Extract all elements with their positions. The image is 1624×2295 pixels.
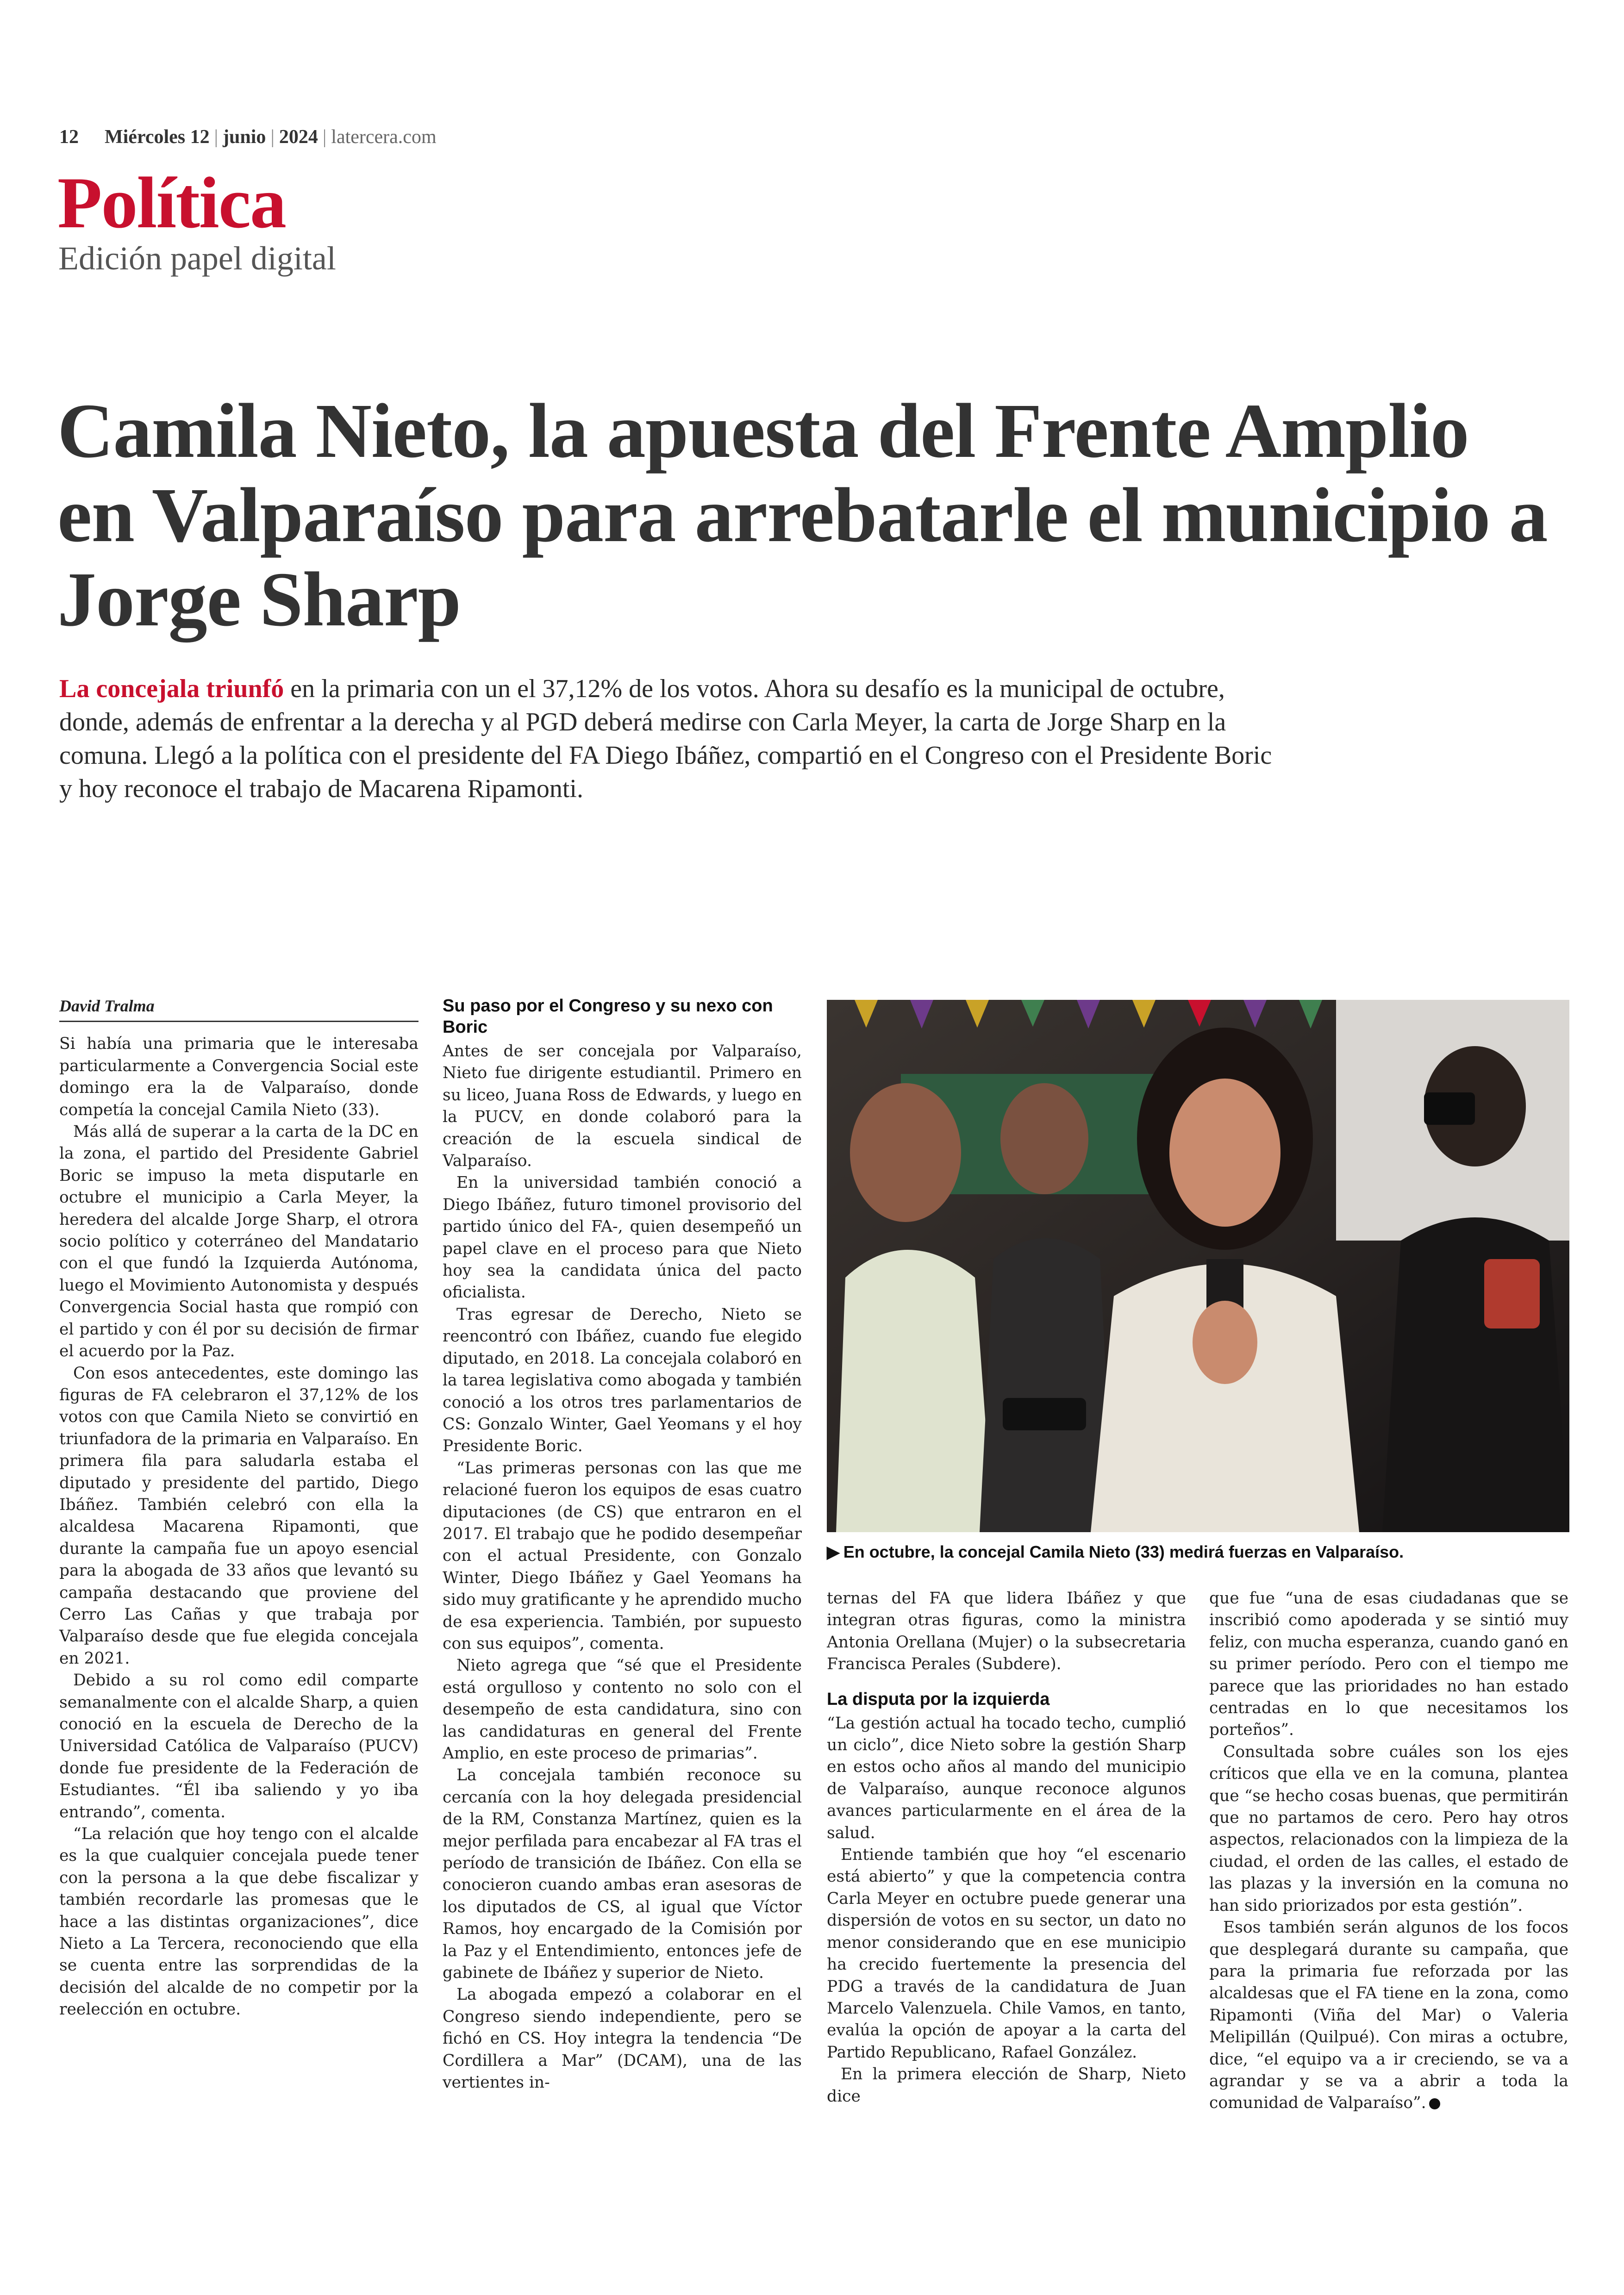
column-3 [827, 1588, 1186, 2108]
edition-label: Edición papel digital [58, 240, 336, 277]
final-paragraph-text: Esos también serán algunos de los focos que desplegará durante su campaña, que para la primaria fue reforzada por las alcaldesas que el FA tiene en la zona, como Ripamonti (Viña del Mar) o Valeria Melipillán (Quilpué). Con miras a octubre, dice, “el equipo va a ir creciendo, se va a agrandar y se va a abrir a toda la comunidad de Valparaíso”. [1209, 1918, 1568, 2113]
subhead-congreso: Su paso por el Congreso y su nexo con Boric [443, 996, 773, 1037]
column-2 [443, 995, 802, 2094]
paragraph: “Las primeras personas con las que me relacioné fueron los equipos de esas cuatro diputaciones (de CS) que entraron en el 2017. El trabajo que he podido desempeñar con el actual Presidente, con Gonzalo Winter, Diego Ibáñez y Gael Yeomans ha sido muy gratificante y he aprendido mucho de esa experiencia. También, por supuesto con sus equipos”, comenta. [443, 1459, 802, 1653]
paragraph: Más allá de superar a la carta de la DC en la zona, el partido del Presidente Gabriel Boric se impuso la meta disputarle en octubre el municipio a Carla Meyer, la heredera del alcalde Jorge Sharp, el otrora socio político y coterráneo del Mandatario con el que fundó la Izquierda Autónoma, luego el Movimiento Autonomista y después Convergencia Social hasta que rompió con el partido y con él por su decisión de firmar el acuerdo por la Paz. [59, 1123, 418, 1361]
folio-month: junio [223, 126, 266, 148]
paragraph: La abogada empezó a colaborar en el Congreso siendo independiente, pero se fichó en CS. Hoy integra la tendencia “De Cordillera a Mar” (DCAM), una de las vertientes in- [443, 1985, 802, 2092]
headline: Camila Nieto, la apuesta del Frente Amplio en Valparaíso para arrebatarle el municipio a Jorge Sharp [57, 388, 1548, 642]
site-link[interactable]: latercera.com [331, 126, 437, 148]
byline: David Tralma [59, 995, 418, 1022]
end-mark-icon [1429, 2098, 1440, 2109]
paragraph: Consultada sobre cuáles son los ejes críticos que ella ve en la comuna, plantea que “se hecho cosas buenas, que permitirán que no partamos de cero. Pero hay otros aspectos, relacionados con la limpieza de la ciudad, el orden de las calles, el estado de las plazas y la inversión en la comuna no han sido priorizados por esta gestión”. [1209, 1742, 1568, 1915]
caption-arrow-icon: ▶ [827, 1542, 840, 1561]
column-4 [1209, 1588, 1568, 2114]
page-number: 12 [59, 126, 79, 148]
paragraph: “La relación que hoy tengo con el alcalde es la que cualquier concejala puede tener con la persona a la que debe fiscalizar y también recordarle las promesas que le hace a las distintas organizaciones”, dice Nieto a La Tercera, reconociendo que ella se cuenta entre las sorprendidas de la decisión del alcalde de no competir por la reelección en octubre. [59, 1825, 418, 2019]
paragraph: En la universidad también conoció a Diego Ibáñez, futuro timonel provisorio del partido único del FA-, quien desempeñó un papel clave en el proceso para que Nieto hoy sea la candidata única del pacto oficialista. [443, 1173, 802, 1302]
paragraph-continued: que fue “una de esas ciudadanas que se inscribió como apoderada y se sintió muy feliz, con mucha esperanza, cuando ganó en su primer período. Pero con el tiempo me parece que las prioridades no han estado centradas en lo que necesitamos los porteños”. [1209, 1589, 1568, 1740]
dek-rest: en la primaria con un el 37,12% de los votos. Ahora su desafío es la municipal de octubre, donde, además de enfrentar a la derecha y al PGD deberá medirse con Carla Meyer, la carta de Jorge Sharp en la comuna. Llegó a la política con el presidente del FA Diego Ibáñez, compartió en el Congreso con el Presidente Boric y hoy reconoce el trabajo de Macarena Ripamonti. [59, 674, 1272, 803]
dek [59, 672, 1281, 805]
photo-caption [827, 1542, 1569, 1562]
paragraph: Entiende también que hoy “el escenario está abierto” y que la competencia contra Carla Meyer en octubre puede generar una dispersión de votos en su sector, un dato no menor considerando que en ese municipio ha crecido fuertemente la presencia del PDG a través de la candidatura de Juan Marcelo Valenzuela. Chile Vamos, en tanto, evalúa la opción de apoyar a la carta del Partido Republicano, Rafael González. [827, 1846, 1186, 2062]
folio-year: 2024 [279, 126, 318, 148]
paragraph: Debido a su rol como edil comparte semanalmente con el alcalde Sharp, a quien conoció en la escuela de Derecho de la Universidad Católica de Valparaíso (PUCV) donde fue presidente de la Federación de Estudiantes. “Él iba saliendo y yo iba entrando”, comenta. [59, 1671, 418, 1821]
folio: 12 Miércoles 12 | junio | 2024 | latercera.com [59, 126, 437, 148]
paragraph: Antes de ser concejala por Valparaíso, Nieto fue dirigente estudiantil. Primero en su liceo, Juana Ross de Edwards, y luego en la PUCV, en donde colaboró para la creación de la escuela sindical de Valparaíso. [443, 1042, 802, 1171]
paragraph: La concejala también reconoce su cercanía con la hoy delegada presidencial de la RM, Constanza Martínez, quien es la mejor perfilada para encabezar al FA tras el período de transición de Ibáñez. Con ella se conocieron cuando ambas eran asesoras de los diputados de CS, al igual que Víctor Ramos, hoy encargado de la Comisión por la Paz y el Entendimiento, entonces jefe de gabinete de Ibáñez y superior de Nieto. [443, 1766, 802, 1983]
article-photo [827, 1000, 1569, 1532]
paragraph: Tras egresar de Derecho, Nieto se reencontró con Ibáñez, cuando fue elegido diputado, en 2018. La concejala colaboró en la tarea legislativa como abogada y también conoció a los otros tres parlamentarios de CS: Gonzalo Winter, Gael Yeomans y el hoy Presidente Boric. [443, 1305, 802, 1456]
column-1 [59, 995, 418, 2021]
folio-day: Miércoles 12 [105, 126, 210, 148]
paragraph: “La gestión actual ha tocado techo, cumplió un ciclo”, dice Nieto sobre la gestión Sharp en estos ocho años al mando del municipio de Valparaíso, aunque reconoce algunos avances particularmente en el área de la salud. [827, 1714, 1186, 1842]
subhead-izquierda: La disputa por la izquierda [827, 1689, 1050, 1709]
paragraph: En la primera elección de Sharp, Nieto dice [827, 2065, 1186, 2106]
paragraph: Si había una primaria que le interesaba particularmente a Convergencia Social este domingo era la de Valparaíso, donde competía la concejal Camila Nieto (33). [59, 1035, 418, 1119]
photo-illustration [827, 1000, 1569, 1532]
paragraph: Con esos antecedentes, este domingo las figuras de FA celebraron el 37,12% de los votos con que Camila Nieto se convirtió en triunfadora de la primaria en Valparaíso. En primera fila para saludarla estaba el diputado y presidente del partido, Diego Ibáñez. También celebró con ella la alcaldesa Macarena Ripamonti, que durante la campaña fue un apoyo esencial para la abogada de 33 años que levantó su campaña destacando que proviene del Cerro Las Cañas y que trabaja por Valparaíso desde que fue elegida concejala en 2021. [59, 1364, 418, 1668]
paragraph-continued: ternas del FA que lidera Ibáñez y que integran otras figuras, como la ministra Antonia Orellana (Mujer) o la subsecretaria Francisca Perales (Subdere). [827, 1589, 1186, 1674]
dek-lead: La concejala triunfó [59, 674, 284, 703]
caption-text: En octubre, la concejal Camila Nieto (33) medirá fuerzas en Valparaíso. [843, 1542, 1404, 1561]
paragraph-last [1209, 1917, 1568, 2114]
paragraph: Nieto agrega que “sé que el Presidente está orgulloso y contento no solo con el desempeño de esta candidatura, sino con las candidaturas en general del Frente Amplio, en este proceso de primarias”. [443, 1656, 802, 1763]
section-title: Política [57, 162, 286, 243]
